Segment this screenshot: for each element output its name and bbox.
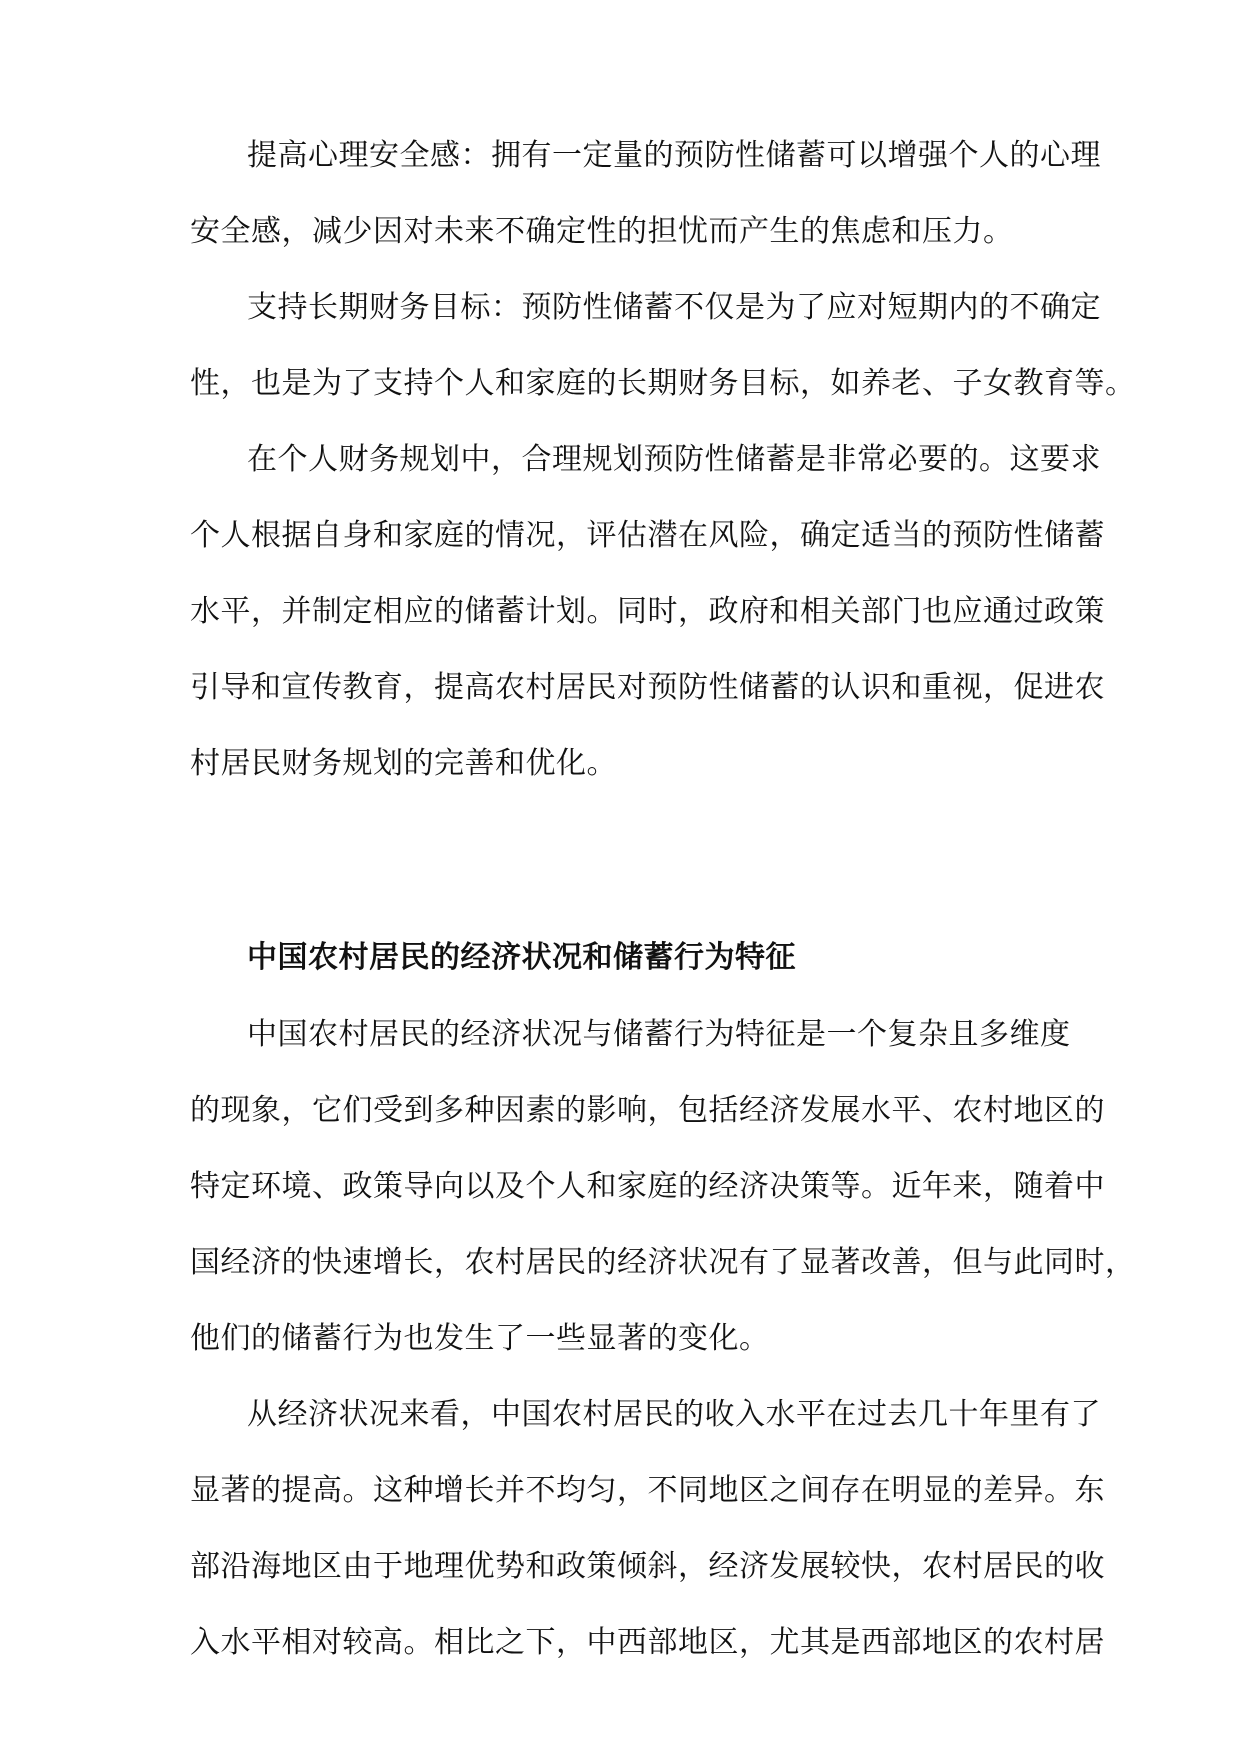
paragraph-3-line-4: 引导和宣传教育，提高农村居民对预防性储蓄的认识和重视，促进农: [190, 670, 1105, 705]
paragraph-3-line-3: 水平，并制定相应的储蓄计划。同时，政府和相关部门也应通过政策: [190, 594, 1105, 629]
paragraph-3-line-2: 个人根据自身和家庭的情况，评估潜在风险，确定适当的预防性储蓄: [190, 518, 1105, 553]
section-paragraph-1-line-2: 的现象，它们受到多种因素的影响，包括经济发展水平、农村地区的: [190, 1093, 1105, 1128]
paragraph-3-line-1: 在个人财务规划中，合理规划预防性储蓄是非常必要的。这要求: [247, 442, 1101, 477]
section-paragraph-2-line-3: 部沿海地区由于地理优势和政策倾斜，经济发展较快，农村居民的收: [190, 1549, 1105, 1584]
paragraph-1-line-2: 安全感，减少因对未来不确定性的担忧而产生的焦虑和压力。: [190, 214, 1014, 249]
paragraph-2-line-1: 支持长期财务目标：预防性储蓄不仅是为了应对短期内的不确定: [247, 290, 1101, 325]
paragraph-1-line-1: 提高心理安全感：拥有一定量的预防性储蓄可以增强个人的心理: [247, 138, 1101, 173]
paragraph-3-line-5: 村居民财务规划的完善和优化。: [190, 746, 617, 781]
section-paragraph-2-line-2: 显著的提高。这种增长并不均匀，不同地区之间存在明显的差异。东: [190, 1473, 1105, 1508]
section-heading: 中国农村居民的经济状况和储蓄行为特征: [247, 940, 796, 975]
section-paragraph-2-line-1: 从经济状况来看，中国农村居民的收入水平在过去几十年里有了: [247, 1397, 1101, 1432]
section-paragraph-1-line-4: 国经济的快速增长，农村居民的经济状况有了显著改善，但与此同时，: [190, 1245, 1136, 1280]
section-paragraph-1-line-3: 特定环境、政策导向以及个人和家庭的经济决策等。近年来，随着中: [190, 1169, 1105, 1204]
section-paragraph-1-line-5: 他们的储蓄行为也发生了一些显著的变化。: [190, 1321, 770, 1356]
section-paragraph-2-line-4: 入水平相对较高。相比之下，中西部地区，尤其是西部地区的农村居: [190, 1625, 1105, 1660]
paragraph-2-line-2: 性，也是为了支持个人和家庭的长期财务目标，如养老、子女教育等。: [190, 366, 1136, 401]
section-paragraph-1-line-1: 中国农村居民的经济状况与储蓄行为特征是一个复杂且多维度: [247, 1017, 1071, 1052]
